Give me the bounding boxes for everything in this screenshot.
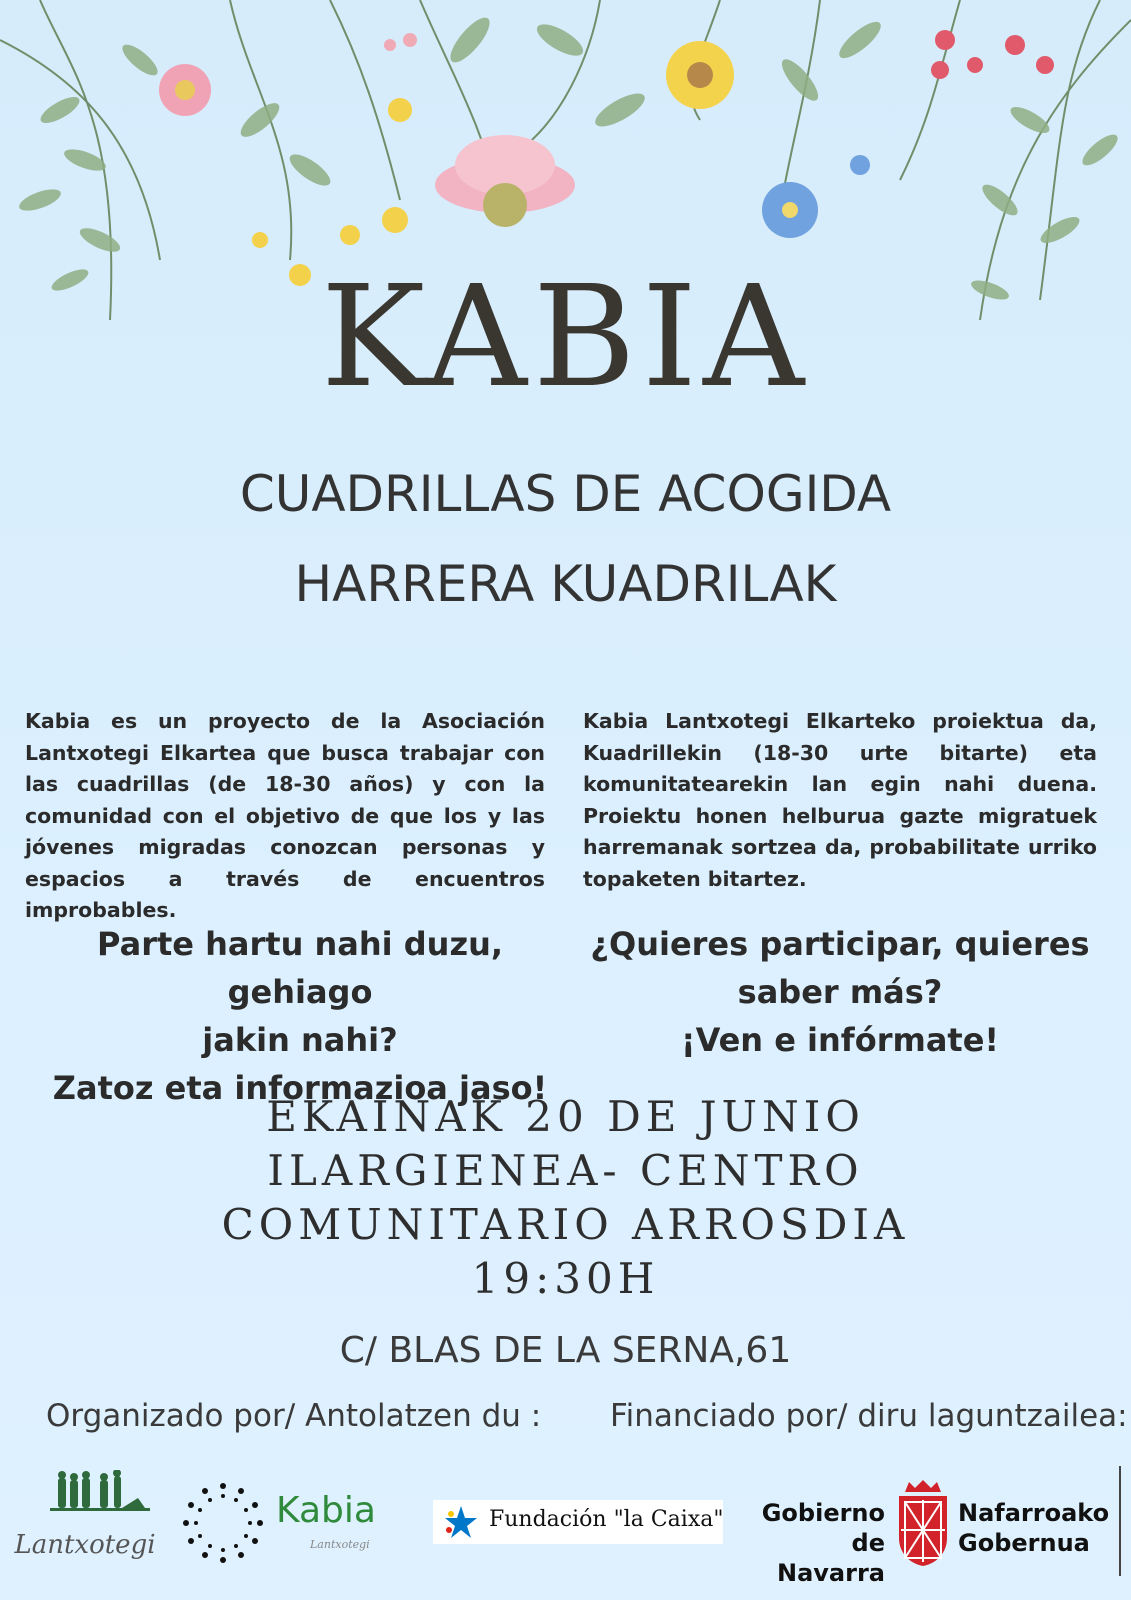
event-venue-line-2: COMUNITARIO ARROSDIA xyxy=(221,1200,910,1249)
edge-divider xyxy=(1119,1466,1121,1576)
lantxotegi-logo-text: Lantxotegi xyxy=(14,1530,156,1560)
navarra-es-line-1: Gobierno xyxy=(761,1499,885,1527)
subtitle-basque: HARRERA KUADRILAK xyxy=(294,555,837,613)
subtitle-spanish: CUADRILLAS DE ACOGIDA xyxy=(239,465,892,523)
description-basque: Kabia Lantxotegi Elkarteko proiektua da, Kuadrillekin (18-30 urte bitarte) eta komunitatearekin lan egin nahi duena. Proiektu honen helburua gazte migratuek harremanak sortzea da, probabilitate urriko topaketen bitartez. xyxy=(583,709,1097,891)
event-date: EKAINAK 20 DE JUNIO xyxy=(266,1092,865,1141)
people-silhouette-icon xyxy=(10,1470,160,1530)
funded-by-label: Financiado por/ diru laguntzailea: xyxy=(610,1398,1128,1434)
gobierno-navarra-logo xyxy=(745,1478,1110,1587)
event-venue-line-1: ILARGIENEA- CENTRO xyxy=(267,1146,864,1195)
event-time: 19:30H xyxy=(471,1254,660,1303)
cta-es-line-2: saber más? xyxy=(737,973,943,1011)
poster-title: KABIA xyxy=(320,256,811,419)
navarra-text-spanish xyxy=(745,1498,885,1588)
cta-eu-line-2: jakin nahi? xyxy=(202,1021,398,1059)
cta-es-line-3: ¡Ven e infórmate! xyxy=(680,1021,1000,1059)
star-icon xyxy=(439,1500,483,1544)
cta-eu-line-1: Parte hartu nahi duzu, gehiago xyxy=(97,925,503,1011)
event-address: C/ BLAS DE LA SERNA,61 xyxy=(339,1330,792,1371)
organized-by-label: Organizado por/ Antolatzen du : xyxy=(46,1398,542,1434)
event-details xyxy=(0,1090,1131,1306)
kabia-logo-subtext: Lantxotegi xyxy=(310,1538,370,1551)
call-to-action-basque xyxy=(20,920,580,1112)
kabia-logo-text: Kabia xyxy=(276,1490,376,1531)
la-caixa-logo xyxy=(433,1500,723,1544)
navarra-eu-line-1: Nafarroako xyxy=(958,1499,1110,1527)
la-caixa-logo-text: Fundación "la Caixa" xyxy=(489,1507,724,1532)
navarra-coat-of-arms-icon xyxy=(895,1478,951,1568)
lantxotegi-logo xyxy=(10,1470,160,1570)
description-spanish: Kabia es un proyecto de la Asociación Lantxotegi Elkartea que busca trabajar con las cuadrillas (de 18-30 años) y con la comunidad con el objetivo de que los y las jóvenes migradas conozcan personas y espacios a través de encuentros improbables. xyxy=(25,709,545,922)
sponsor-logos xyxy=(0,1470,1131,1587)
navarra-es-line-2: de Navarra xyxy=(777,1529,885,1587)
kabia-logo xyxy=(178,1478,388,1568)
navarra-eu-line-2: Gobernua xyxy=(958,1529,1090,1557)
cta-es-line-1: ¿Quieres participar, quieres xyxy=(590,925,1090,963)
navarra-text-basque xyxy=(958,1498,1108,1558)
cta-eu-line-3: Zatoz eta informazioa jaso! xyxy=(52,1069,548,1107)
call-to-action-spanish xyxy=(560,920,1120,1064)
dotted-circle-icon xyxy=(178,1478,268,1568)
